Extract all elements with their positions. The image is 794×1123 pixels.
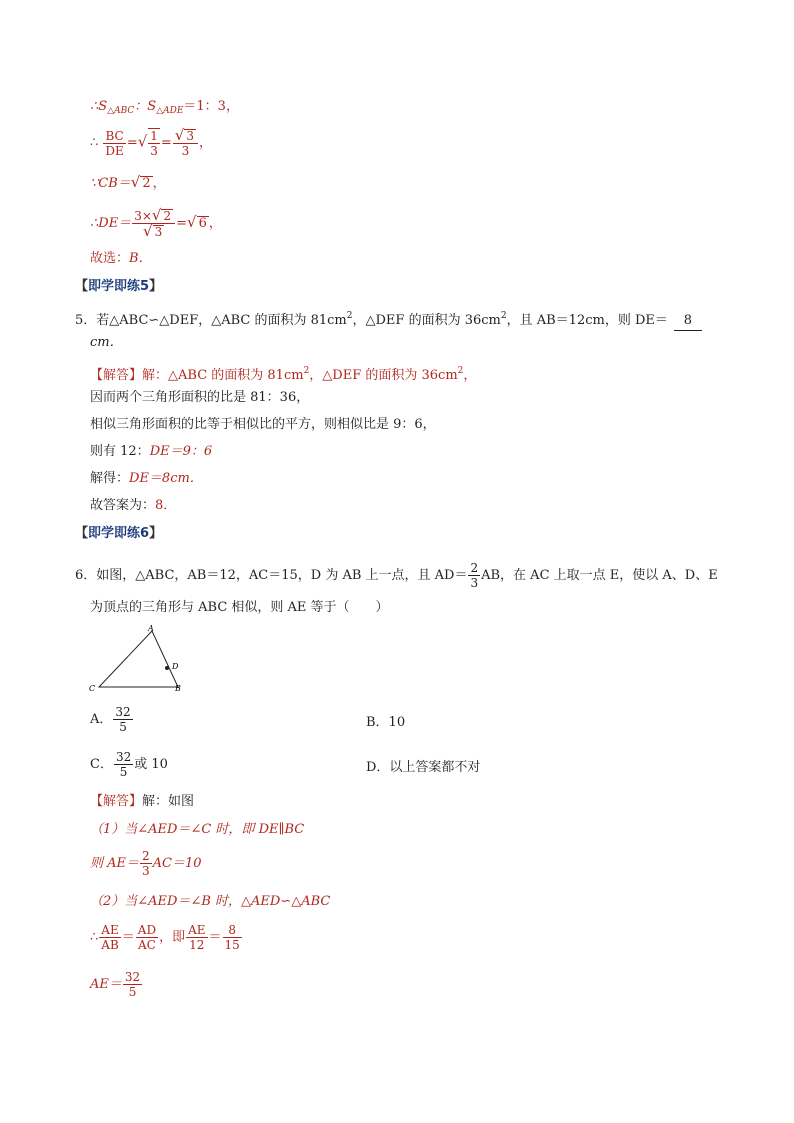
radical-sign: √ <box>187 213 197 231</box>
text: AE＝ <box>90 977 122 992</box>
label-d: D <box>172 662 179 671</box>
text: DE＝8cm． <box>129 471 203 486</box>
text: ＝1：3， <box>183 99 239 114</box>
denominator: 5 <box>119 720 127 734</box>
q5-solution-line3: 相似三角形面积的比等于相似比的平方，则相似比是 9：6， <box>90 417 436 432</box>
denominator: 3 <box>150 144 158 158</box>
numerator: 2 <box>470 561 479 575</box>
numerator: AE <box>99 923 120 938</box>
equals: ＝ <box>121 930 135 945</box>
prev-solution-line2 <box>90 128 212 158</box>
text: 故选： <box>90 251 130 266</box>
prev-solution-line3 <box>90 173 166 193</box>
text: 则有 12： <box>90 444 150 459</box>
superscript: 2 <box>303 366 310 376</box>
option-d[interactable]: D．以上答案都不对 <box>366 760 481 775</box>
text: ，△DEF 的面积为 36cm <box>352 313 501 328</box>
q6-case1: （1）当∠AED＝∠C 时，即 DE∥BC <box>90 822 305 837</box>
fraction-ae-12 <box>186 923 207 952</box>
q6-case2-proportion <box>90 923 243 952</box>
denominator: 5 <box>119 765 128 779</box>
text: 8． <box>155 498 177 513</box>
text: 3× <box>134 209 152 223</box>
text: AC＝10 <box>152 856 202 871</box>
superscript: 2 <box>500 311 507 321</box>
numerator: 2 <box>142 849 150 863</box>
option-a-fraction <box>113 705 132 734</box>
equals: ＝ <box>208 930 222 945</box>
text: ∵CB＝ <box>90 176 131 191</box>
text: ：S <box>134 99 157 114</box>
two-thirds-fraction <box>468 561 480 590</box>
text: ∴S <box>90 99 108 114</box>
question-6-stem <box>75 561 718 590</box>
therefore-sign: ∴ <box>90 930 99 945</box>
question-5-stem-line2: cm． <box>90 335 123 350</box>
text: ， <box>208 216 222 231</box>
radicand: 6 <box>198 216 207 231</box>
numerator: 32 <box>124 970 141 984</box>
q5-solution-line2: 因而两个三角形面积的比是 81：36， <box>90 390 310 405</box>
q5-solution-line6 <box>90 497 176 515</box>
denominator: 12 <box>189 938 205 952</box>
denominator: 3 <box>181 144 190 158</box>
fraction-8-15 <box>223 923 242 952</box>
option-a[interactable] <box>90 705 134 734</box>
solution-tag: 【解答】 <box>90 368 143 383</box>
text: ， <box>463 368 477 383</box>
sqrt-fraction <box>148 128 160 158</box>
text: 则 AE＝ <box>90 856 140 871</box>
final-fraction <box>123 970 142 999</box>
numerator: 32 <box>115 705 131 719</box>
result-fraction <box>173 128 198 158</box>
denominator: AC <box>138 938 156 952</box>
label-c: C <box>89 684 96 693</box>
superscript: 2 <box>346 311 353 321</box>
equals: = <box>126 135 138 151</box>
numerator: AE <box>188 923 206 937</box>
fraction-ad-ac <box>136 923 158 952</box>
label-a: A <box>148 624 154 633</box>
denominator: 3 <box>142 864 150 878</box>
bracket: 【 <box>75 526 89 541</box>
q6-solution-line1 <box>90 793 194 811</box>
fraction-ae-ab <box>99 923 120 952</box>
denominator: 3 <box>470 576 479 590</box>
text: 6．如图，△ABC，AB＝12，AC＝15，D 为 AB 上一点，且 AD＝ <box>75 568 468 583</box>
q5-solution-line5 <box>90 470 203 488</box>
text: 故答案为： <box>90 498 156 513</box>
q5-solution-line4 <box>90 443 212 461</box>
denominator: 15 <box>224 938 240 952</box>
option-c-fraction <box>114 750 133 779</box>
numerator: 3×√ 2 <box>132 208 175 224</box>
option-label: A． <box>90 712 113 727</box>
subscript: △ABC <box>107 106 135 116</box>
text: ， <box>199 135 213 151</box>
option-label: C． <box>90 757 113 772</box>
numerator: √ 3 <box>173 128 198 144</box>
answer-value: B． <box>129 251 152 266</box>
radical-sign: √ <box>130 173 141 191</box>
numerator: 32 <box>115 750 132 764</box>
text: 5．若△ABC∽△DEF，△ABC 的面积为 81cm <box>75 313 347 328</box>
text: 解得： <box>90 471 130 486</box>
text: AB，在 AC 上取一点 E，使以 A、D、E <box>481 568 718 583</box>
text: DE＝9：6 <box>149 444 213 459</box>
text: ，△DEF 的面积为 36cm <box>309 368 458 383</box>
numerator: BC <box>103 129 125 144</box>
section-header-6 <box>75 525 162 543</box>
bracket: 】 <box>149 526 163 541</box>
subscript: △ADE <box>156 106 184 116</box>
triangle-figure <box>88 624 198 694</box>
prev-solution-line4 <box>90 208 222 239</box>
radicand: 2 <box>163 209 172 223</box>
radicand: 3 <box>186 129 195 143</box>
answer-blank: 8 <box>674 312 702 331</box>
section-header-5 <box>75 278 162 296</box>
therefore-sign: ∴ <box>90 135 99 151</box>
prev-solution-answer <box>90 250 152 268</box>
text: ， <box>152 176 166 191</box>
text: 或 10 <box>134 757 168 772</box>
numerator: 1 <box>150 129 158 143</box>
text: ，即 <box>159 930 186 945</box>
case1-fraction <box>140 849 152 878</box>
option-b[interactable]: B．10 <box>366 715 406 730</box>
option-c[interactable] <box>90 750 168 779</box>
denominator: 5 <box>128 985 137 999</box>
q6-case2: （2）当∠AED＝∠B 时，△AED∽△ABC <box>90 894 331 909</box>
denominator: √ 3 <box>143 222 163 240</box>
triangle-abc <box>99 631 178 687</box>
numerator: AD <box>137 923 157 937</box>
point-d <box>165 666 169 670</box>
fraction-bc-de <box>103 129 125 158</box>
section-title: 即学即练6 <box>88 526 150 541</box>
equals: = <box>176 216 187 231</box>
numerator: 8 <box>223 923 242 938</box>
question-5-stem <box>75 307 702 331</box>
section-title: 即学即练5 <box>88 279 150 294</box>
prev-solution-line1 <box>90 98 239 120</box>
equals: = <box>160 135 172 151</box>
question-6-stem-line2: 为顶点的三角形与 ABC 相似，则 AE 等于（ ） <box>90 600 389 615</box>
bracket: 【 <box>75 279 89 294</box>
text: 解：△ABC 的面积为 81cm <box>142 368 304 383</box>
text: ，且 AB＝12cm，则 DE＝ <box>506 313 668 328</box>
label-b: B <box>175 684 181 693</box>
bracket: 】 <box>149 279 163 294</box>
q6-case1-result <box>90 849 202 878</box>
denominator: AB <box>101 938 119 952</box>
radicand: 3 <box>154 225 163 239</box>
solution-tag: 【解答】 <box>90 794 143 809</box>
q6-final-result <box>90 970 143 999</box>
radicand: 2 <box>142 176 151 191</box>
superscript: 2 <box>457 366 464 376</box>
denominator: DE <box>105 143 124 158</box>
radical-sign: √ <box>137 132 148 151</box>
q5-solution-line1 <box>90 362 476 385</box>
text: 解：如图 <box>142 794 195 809</box>
text: ∴DE＝ <box>90 216 132 231</box>
de-fraction <box>132 208 175 239</box>
